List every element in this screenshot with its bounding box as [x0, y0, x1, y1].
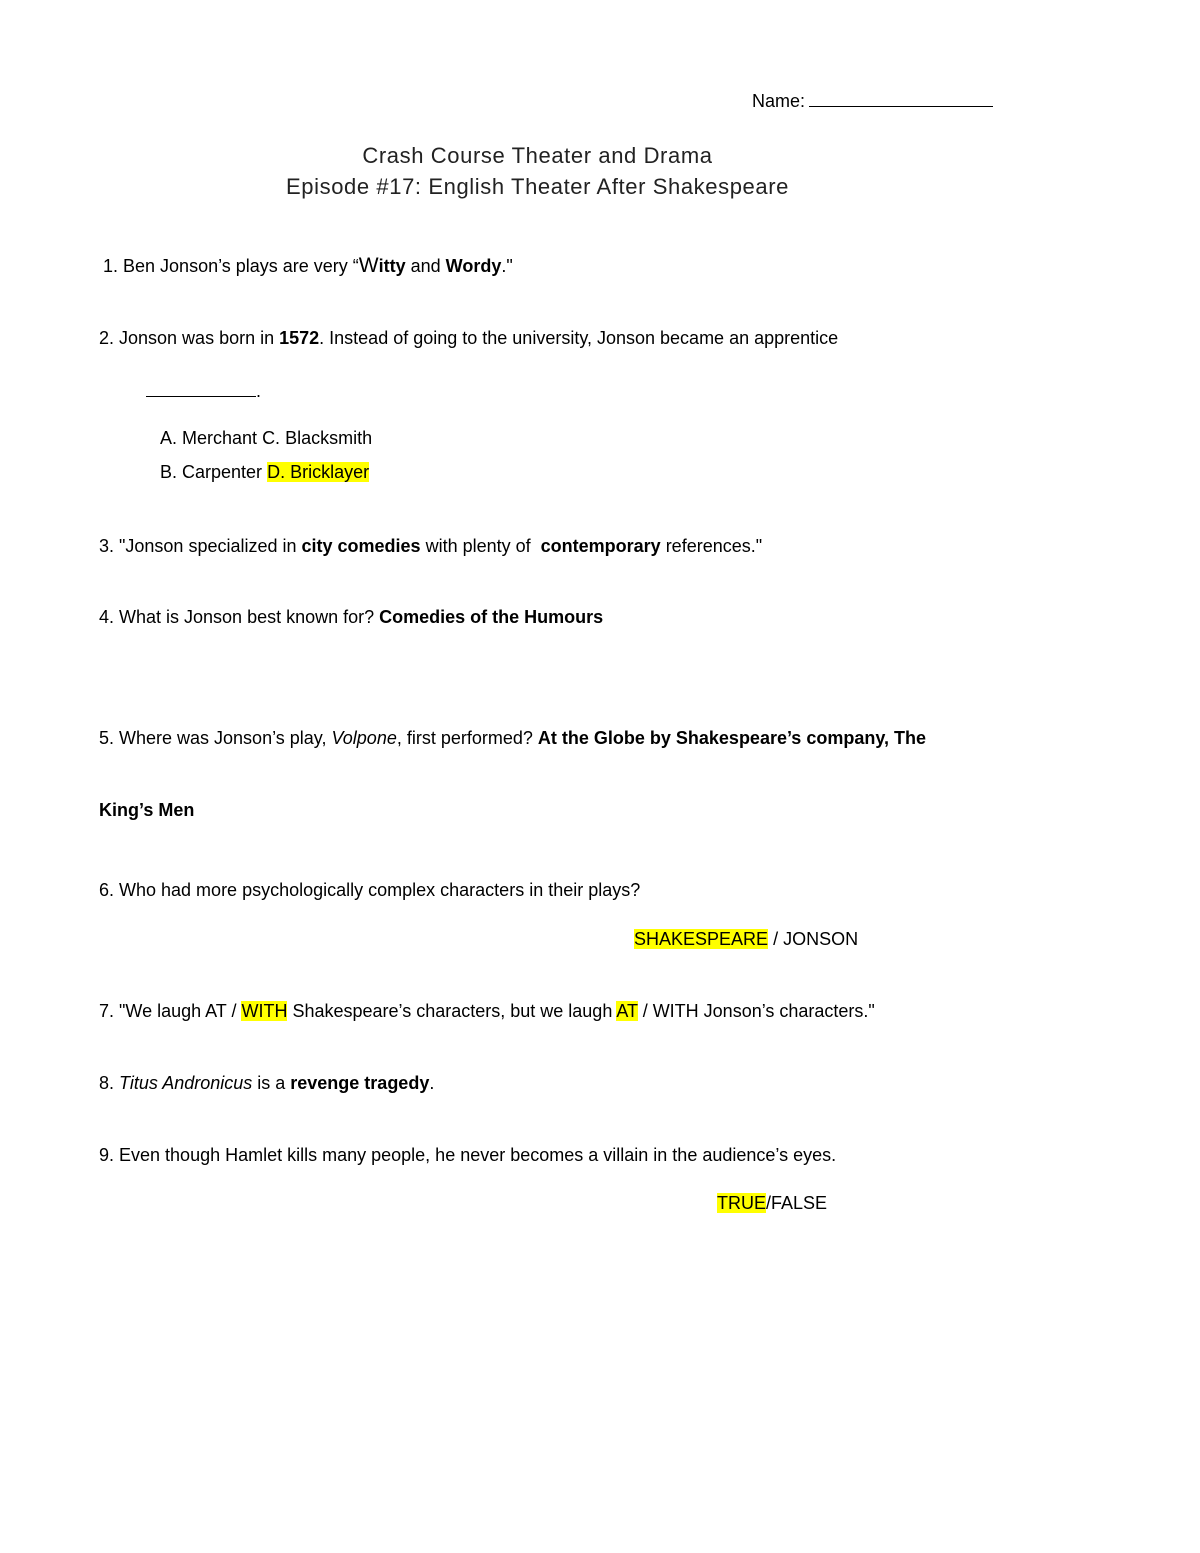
document-title: Crash Course Theater and Drama: [362, 143, 713, 168]
choice-at-highlighted: AT: [616, 1001, 638, 1021]
choice-false: /FALSE: [766, 1193, 828, 1213]
question-9-choices: [717, 1191, 827, 1215]
question-9: 9. Even though Hamlet kills many people, he never becomes a villain in the audience’s eyes.: [99, 1145, 837, 1165]
option-d-highlighted: D. Bricklayer: [267, 462, 370, 482]
name-label: Name:: [752, 91, 806, 111]
play-title-titus: Titus Andronicus: [119, 1073, 253, 1093]
answer-year: 1572: [279, 328, 320, 348]
choice-jonson: JONSON: [783, 929, 859, 949]
question-2-options-row-2: [160, 460, 369, 484]
answer-globe-line-2: King’s Men: [99, 800, 195, 820]
answer-blank: [146, 378, 256, 397]
question-8: 8. Titus Andronicus is a revenge tragedy.: [99, 1073, 435, 1093]
choice-with-highlighted: WITH: [241, 1001, 288, 1021]
answer-globe-line-1: At the Globe by Shakespeare’s company, The: [537, 728, 927, 748]
name-field: [752, 88, 993, 113]
play-title-volpone: Volpone: [331, 728, 397, 748]
answer-comedies-of-humours: Comedies of the Humours: [379, 607, 604, 627]
choice-true-highlighted: TRUE: [717, 1193, 766, 1213]
option-b: B. Carpenter: [160, 462, 263, 482]
question-6-choices: SHAKESPEARE / JONSON: [634, 929, 859, 949]
choice-shakespeare-highlighted: SHAKESPEARE: [634, 929, 769, 949]
option-a: A. Merchant: [160, 428, 258, 448]
question-7: 7. "We laugh AT / WITH Shakespeare’s characters, but we laugh AT / WITH Jonson’s characters.": [99, 1001, 875, 1021]
question-5: 5. Where was Jonson’s play, Volpone, first performed? At the Globe by Shakespeare’s company, The: [99, 728, 927, 748]
question-6: 6. Who had more psychologically complex characters in their plays?: [99, 880, 641, 900]
answer-contemporary: contemporary: [540, 536, 661, 556]
answer-witty: itty: [378, 256, 406, 276]
answer-revenge-tragedy: revenge tragedy: [290, 1073, 430, 1093]
question-2-options-row-1: [160, 426, 372, 450]
answer-wordy: Wordy: [445, 256, 502, 276]
question-3: 3. "Jonson specialized in city comedies with plenty of contemporary references.": [99, 536, 763, 556]
answer-city-comedies: city comedies: [301, 536, 421, 556]
name-blank: [809, 88, 993, 107]
option-c: C. Blacksmith: [262, 428, 373, 448]
question-1: 1. Ben Jonson’s plays are very “Witty and Wordy.": [103, 254, 513, 277]
document-subtitle: Episode #17: English Theater After Shakespeare: [286, 174, 789, 199]
question-4: 4. What is Jonson best known for? Comedies of the Humours: [99, 607, 604, 627]
question-2-blank: .: [146, 378, 261, 403]
question-2: 2. Jonson was born in 1572. Instead of going to the university, Jonson became an apprentice: [99, 328, 839, 348]
